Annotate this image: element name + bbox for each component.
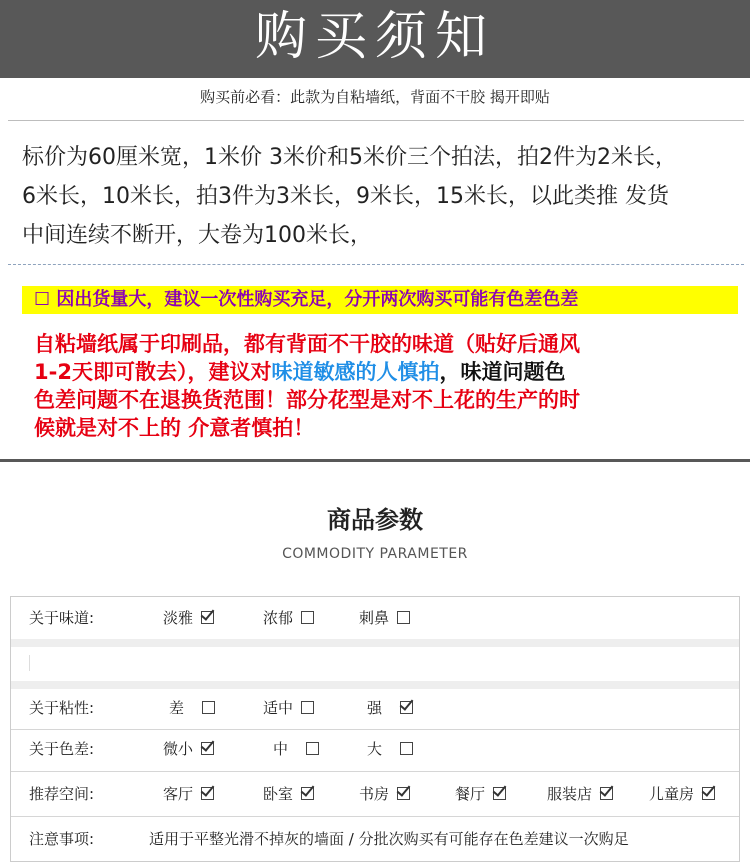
option-space-4	[547, 776, 613, 813]
option-text: 差	[169, 699, 185, 717]
price-line-3: 中间连续不断开，大卷为100米长，	[22, 223, 372, 248]
section-separator	[0, 459, 750, 462]
empty-box-icon	[400, 742, 413, 755]
row-divider	[11, 771, 739, 772]
checked-box-icon	[702, 787, 715, 800]
warning-line-2-red: 1-2天即可散去），建议对	[34, 360, 272, 384]
option-sticky-0	[169, 690, 215, 727]
param-label: 关于味道:	[29, 609, 95, 627]
option-space-5	[649, 776, 715, 813]
param-row-sticky	[11, 690, 739, 727]
checked-box-icon	[201, 611, 214, 624]
price-line-2: 6米长，10米长，拍3件为3米长，9米长，15米长，以此类推 发货	[22, 184, 669, 209]
option-text: 服装店	[547, 785, 593, 803]
warning-line-2-black: ，味道问题色	[439, 360, 566, 384]
option-text: 刺鼻	[359, 609, 390, 627]
option-text: 书房	[359, 785, 390, 803]
option-space-3	[455, 776, 506, 813]
page-title: 购买须知	[254, 7, 495, 67]
option-text: 卧室	[263, 785, 294, 803]
option-sticky-1	[263, 690, 314, 727]
option-text: 客厅	[163, 785, 194, 803]
row-band	[11, 639, 739, 647]
warning-line-2	[34, 358, 734, 386]
param-row-smell	[11, 600, 739, 637]
option-color-0	[163, 731, 214, 768]
option-sticky-2	[367, 690, 413, 727]
param-row-notes	[11, 821, 739, 858]
empty-box-icon	[397, 611, 410, 624]
row-divider	[11, 816, 739, 817]
param-label: 推荐空间:	[29, 785, 95, 803]
row-band	[11, 681, 739, 689]
option-text: 微小	[163, 740, 194, 758]
param-label: 关于粘性:	[29, 699, 95, 717]
option-text: 中	[273, 740, 289, 758]
params-table	[10, 596, 740, 862]
checked-box-icon	[201, 787, 214, 800]
section-title: 商品参数	[327, 505, 423, 534]
option-space-1	[263, 776, 314, 813]
divider-solid	[8, 120, 744, 121]
option-smell-1	[263, 600, 314, 637]
option-color-1	[273, 731, 319, 768]
checked-box-icon	[397, 787, 410, 800]
warning-text	[34, 330, 734, 442]
option-text: 淡雅	[163, 609, 194, 627]
warning-line-1: 自粘墙纸属于印刷品，都有背面不干胶的味道（贴好后通风	[34, 332, 580, 356]
divider-dashed	[8, 264, 744, 265]
param-row-empty	[11, 649, 739, 679]
option-color-2	[367, 731, 413, 768]
cell-divider	[29, 655, 36, 671]
checked-box-icon	[201, 742, 214, 755]
section-subtitle: COMMODITY PARAMETER	[282, 546, 468, 562]
empty-box-icon	[301, 701, 314, 714]
option-smell-2	[359, 600, 410, 637]
checked-box-icon	[493, 787, 506, 800]
notes-text: 适用于平整光滑不掉灰的墙面 / 分批次购买有可能存在色差建议一次购足	[149, 830, 629, 848]
highlight-text: ☐ 因出货量大，建议一次性购买充足，分开两次购买可能有色差色差	[34, 289, 579, 310]
param-row-space	[11, 776, 739, 813]
option-text: 儿童房	[649, 785, 695, 803]
option-text: 餐厅	[455, 785, 486, 803]
warning-line-2-blue: 味道敏感的人慎拍	[271, 360, 440, 384]
warning-line-3: 色差问题不在退换货范围！部分花型是对不上花的生产的时	[34, 388, 580, 412]
header-underline	[0, 74, 750, 78]
warning-line-4: 候就是对不上的 介意者慎拍！	[34, 416, 315, 440]
option-text: 强	[367, 699, 383, 717]
row-divider	[11, 729, 739, 730]
option-smell-0	[163, 600, 214, 637]
option-space-2	[359, 776, 410, 813]
checked-box-icon	[301, 787, 314, 800]
option-text: 适中	[263, 699, 294, 717]
option-space-0	[163, 776, 214, 813]
empty-box-icon	[202, 701, 215, 714]
empty-box-icon	[306, 742, 319, 755]
param-label: 关于色差:	[29, 740, 95, 758]
price-line-1: 标价为60厘米宽，1米价 3米价和5米价三个拍法，拍2件为2米长，	[22, 145, 677, 170]
option-text: 浓郁	[263, 609, 294, 627]
price-info	[22, 138, 742, 255]
checked-box-icon	[600, 787, 613, 800]
param-row-color	[11, 731, 739, 768]
option-text: 大	[367, 740, 383, 758]
checked-box-icon	[400, 701, 413, 714]
param-label: 注意事项:	[29, 830, 95, 848]
notice-text: 购买前必看：此款为自粘墙纸，背面不干胶 揭开即贴	[200, 88, 550, 106]
empty-box-icon	[301, 611, 314, 624]
